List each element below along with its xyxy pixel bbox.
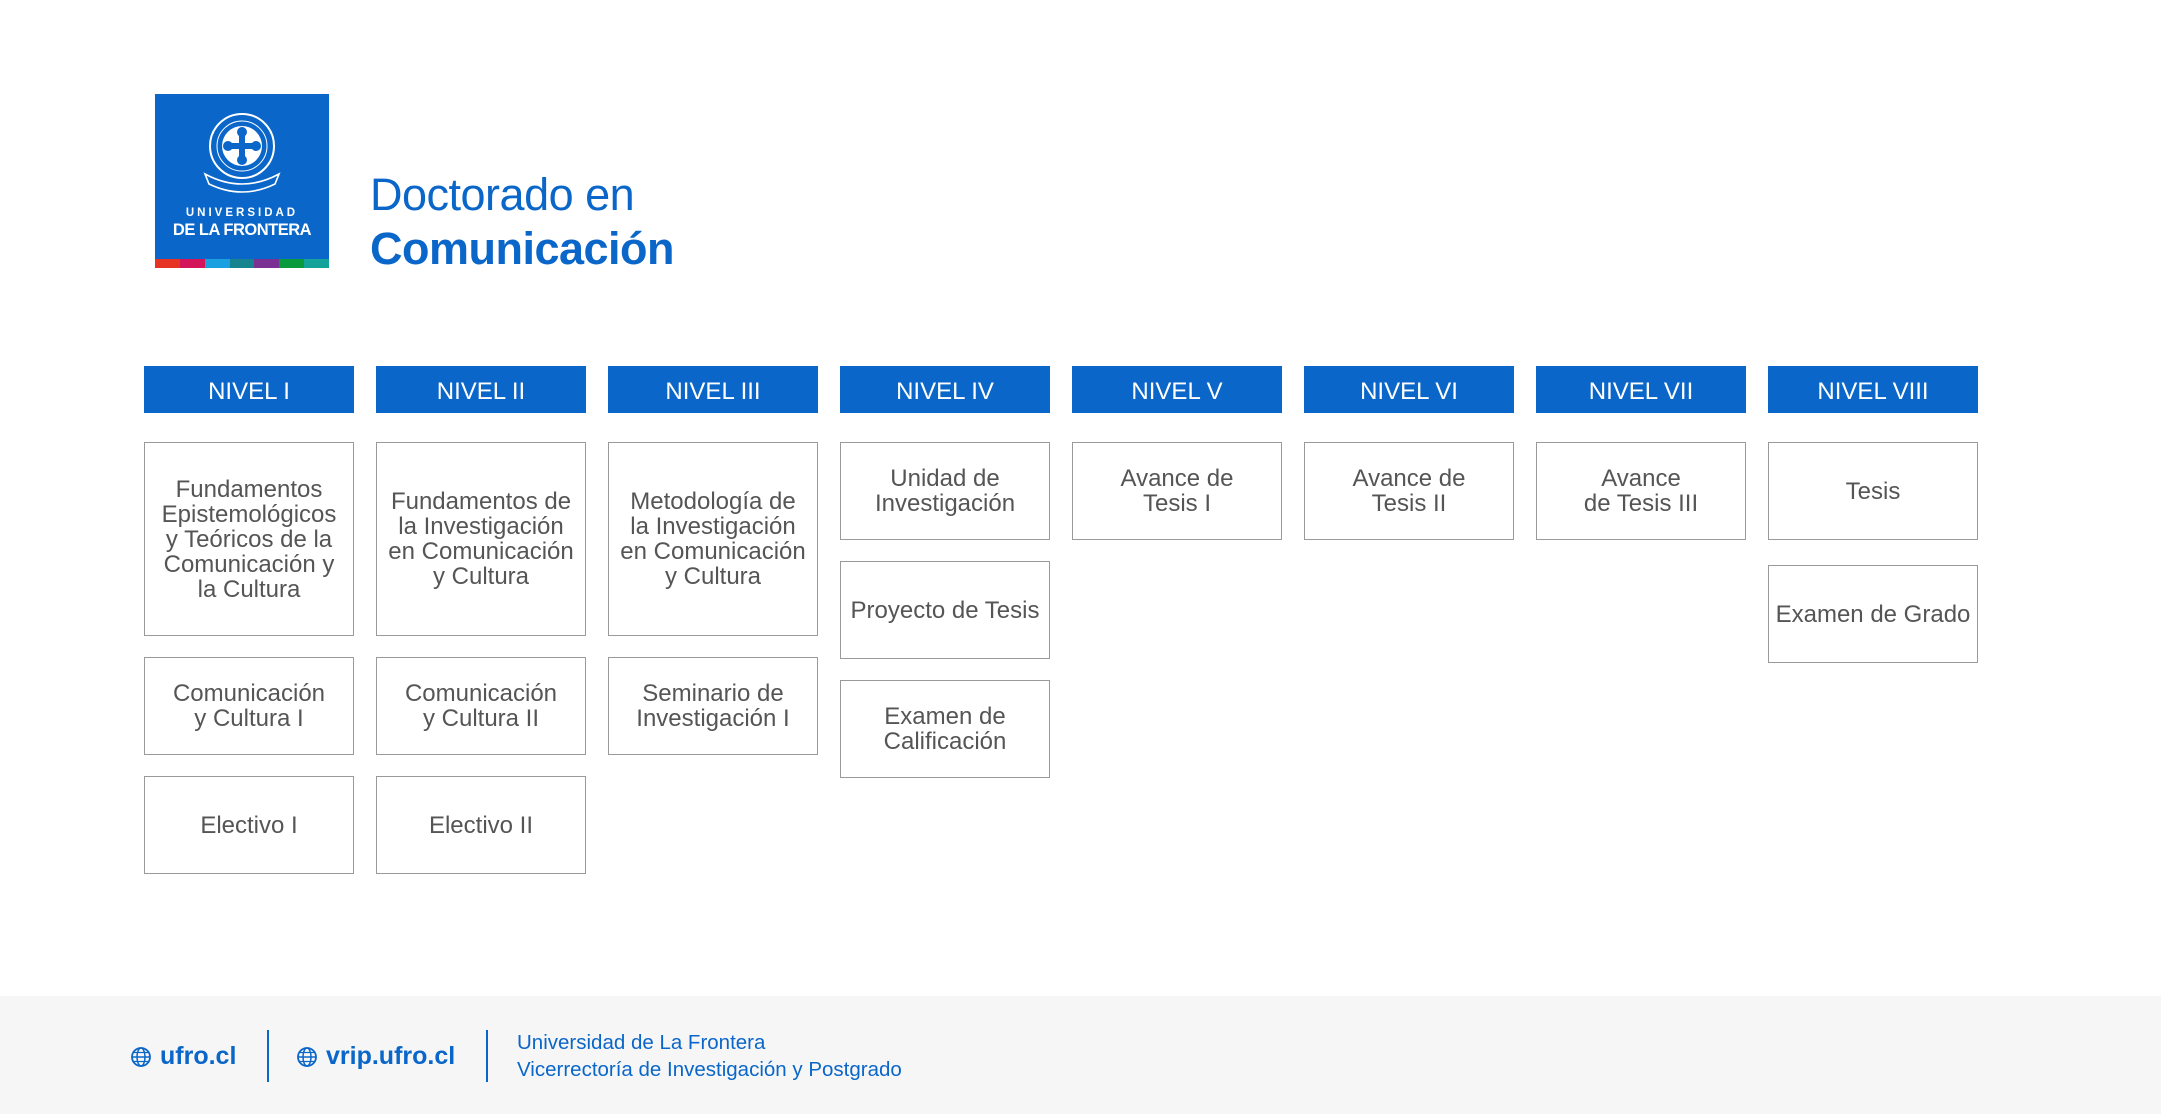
course-list	[1768, 442, 1978, 663]
course-list	[840, 442, 1050, 778]
level-column	[144, 366, 354, 874]
logo-stripe-segment	[180, 259, 205, 268]
course-list	[1072, 442, 1282, 540]
logo-stripe-segment	[230, 259, 255, 268]
course-box: Fundamentos Epistemológicos y Teóricos de la Comunicación y la Cultura	[144, 442, 354, 636]
vrip-link[interactable]	[296, 1042, 455, 1071]
logo-stripe-segment	[279, 259, 304, 268]
logo-color-stripe	[155, 259, 329, 268]
globe-icon	[296, 1046, 318, 1068]
logo-stripe-segment	[304, 259, 329, 268]
level-column	[840, 366, 1050, 778]
logo-stripe-segment	[254, 259, 279, 268]
level-header: NIVEL VII	[1536, 366, 1746, 413]
footer-org-line2: Vicerrectoría de Investigación y Postgrado	[517, 1058, 902, 1081]
course-list	[1536, 442, 1746, 540]
footer-org-line1: Universidad de La Frontera	[517, 1031, 766, 1054]
logo-text-line2: DE LA FRONTERA	[172, 221, 312, 239]
course-box: Avance de Tesis II	[1304, 442, 1514, 540]
course-box: Electivo II	[376, 776, 586, 874]
course-box: Comunicación y Cultura II	[376, 657, 586, 755]
course-box: Metodología de la Investigación en Comunicación y Cultura	[608, 442, 818, 636]
globe-icon	[130, 1046, 152, 1068]
course-box: Proyecto de Tesis	[840, 561, 1050, 659]
course-list	[144, 442, 354, 874]
footer-organization	[517, 1029, 902, 1083]
level-column	[1072, 366, 1282, 540]
level-header: NIVEL VI	[1304, 366, 1514, 413]
level-header: NIVEL VIII	[1768, 366, 1978, 413]
ufro-link-text[interactable]: ufro.cl	[160, 1042, 237, 1070]
level-header: NIVEL I	[144, 366, 354, 413]
level-column	[1768, 366, 1978, 663]
university-logo	[155, 94, 329, 268]
course-box: Tesis	[1768, 442, 1978, 540]
course-box: Examen de Grado	[1768, 565, 1978, 663]
footer-divider	[486, 1030, 488, 1082]
footer	[0, 996, 2161, 1114]
level-header: NIVEL II	[376, 366, 586, 413]
course-box: Avance de Tesis III	[1536, 442, 1746, 540]
level-column	[608, 366, 818, 755]
course-box: Unidad de Investigación	[840, 442, 1050, 540]
course-list	[608, 442, 818, 755]
course-list	[1304, 442, 1514, 540]
vrip-link-text[interactable]: vrip.ufro.cl	[326, 1042, 456, 1070]
university-seal-icon	[155, 94, 329, 268]
level-column	[1536, 366, 1746, 540]
logo-text-line1: UNIVERSIDAD	[185, 207, 299, 219]
course-box: Seminario de Investigación I	[608, 657, 818, 755]
level-header: NIVEL V	[1072, 366, 1282, 413]
level-column	[1304, 366, 1514, 540]
course-box: Examen de Calificación	[840, 680, 1050, 778]
course-box: Fundamentos de la Investigación en Comunicación y Cultura	[376, 442, 586, 636]
logo-stripe-segment	[205, 259, 230, 268]
logo-stripe-segment	[155, 259, 180, 268]
course-box: Electivo I	[144, 776, 354, 874]
program-title	[370, 168, 674, 276]
course-list	[376, 442, 586, 874]
title-line2: Comunicación	[370, 223, 675, 274]
course-box: Avance de Tesis I	[1072, 442, 1282, 540]
level-header: NIVEL III	[608, 366, 818, 413]
ufro-link[interactable]	[130, 1042, 236, 1071]
footer-divider	[267, 1030, 269, 1082]
title-line1: Doctorado en	[370, 169, 635, 220]
course-box: Comunicación y Cultura I	[144, 657, 354, 755]
level-header: NIVEL IV	[840, 366, 1050, 413]
level-column	[376, 366, 586, 874]
